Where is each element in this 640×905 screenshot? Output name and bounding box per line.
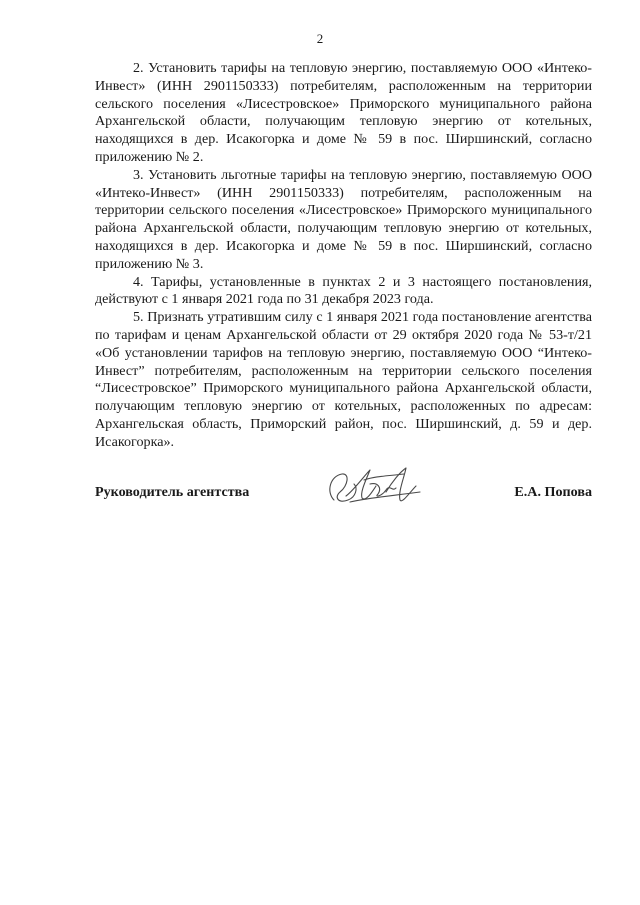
paragraph-item-4: 4. Тарифы, установленные в пунктах 2 и 3 настоящего постановления, действуют с 1 января 2021 года по 31 декабря 2023 года. (95, 273, 592, 308)
signatory-name: Е.А. Попова (514, 484, 592, 500)
paragraph-item-5: 5. Признать утратившим силу с 1 января 2021 года постановление агентства по тарифам и ценам Архангельской области от 29 октября 2020 года № 53-т/21 «Об установлении тарифов на тепловую энергию, поставляемую ООО “Интеко-Инвест” потребителям, расположенным на территории сельского поселения “Лисестровское” Приморского муниципального района Архангельской области, получающим тепловую энергию от котельных, расположенных по адресам: Архангельская область, Приморский район, пос. Ширшинский, д. 59 и дер. Исакогорка». (95, 309, 592, 450)
signature-block (95, 462, 592, 512)
paragraph-item-2: 2. Установить тарифы на тепловую энергию, поставляемую ООО «Интеко-Инвест» (ИНН 2901150333) потребителям, расположенным на территории сельского поселения «Лисестровское» Приморского муниципального района Архангельской области, получающим тепловую энергию от котельных, находящихся в дер. Исакогорка и доме № 59 в пос. Ширшинский, согласно приложению № 2. (95, 60, 592, 165)
document-body (95, 60, 592, 452)
signatory-position: Руководитель агентства (95, 484, 250, 500)
page-number: 2 (316, 31, 324, 46)
paragraph-item-3: 3. Установить льготные тарифы на тепловую энергию, поставляемую ООО «Интеко-Инвест» (ИНН 2901150333) потребителям, расположенным на территории сельского поселения «Лисестровское» Приморского муниципального района Архангельской области, получающим тепловую энергию от котельных, находящихся в дер. Исакогорка и доме № 59 в пос. Ширшинский, согласно приложению № 3. (95, 166, 592, 272)
handwritten-signature-icon (320, 462, 430, 512)
